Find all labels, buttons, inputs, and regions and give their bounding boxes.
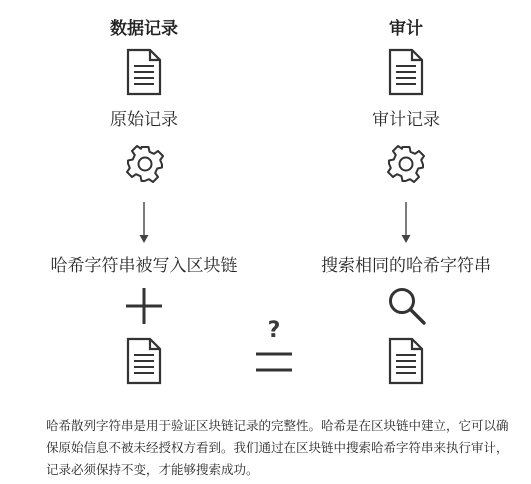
document-icon [388, 48, 424, 96]
gear-icon [126, 145, 164, 183]
equals-icon [256, 350, 292, 374]
plus-icon [126, 288, 162, 324]
left-document-label: 原始记录 [110, 110, 178, 130]
left-step-label: 哈希字符串被写入区块链 [50, 256, 238, 276]
arrow-down-icon [137, 202, 151, 244]
right-column-heading: 审计 [389, 19, 423, 39]
explanation-caption: 哈希散列字符串是用于验证区块链记录的完整性。哈希是在区块链中建立，它可以确保原始信息不被未经授权方看到。我们通过在区块链中搜索哈希字符串来执行审计，记录必须保持不变，才能够搜索成功。 [46, 418, 509, 477]
right-step-label: 搜索相同的哈希字符串 [321, 256, 491, 276]
question-mark: ? [267, 318, 281, 343]
magnifier-icon [387, 286, 427, 326]
document-icon [126, 48, 162, 96]
left-column-heading: 数据记录 [110, 19, 178, 39]
arrow-down-icon [399, 202, 413, 244]
document-icon [126, 337, 162, 385]
right-document-label: 审计记录 [372, 110, 440, 130]
gear-icon [387, 145, 425, 183]
document-icon [388, 337, 424, 385]
